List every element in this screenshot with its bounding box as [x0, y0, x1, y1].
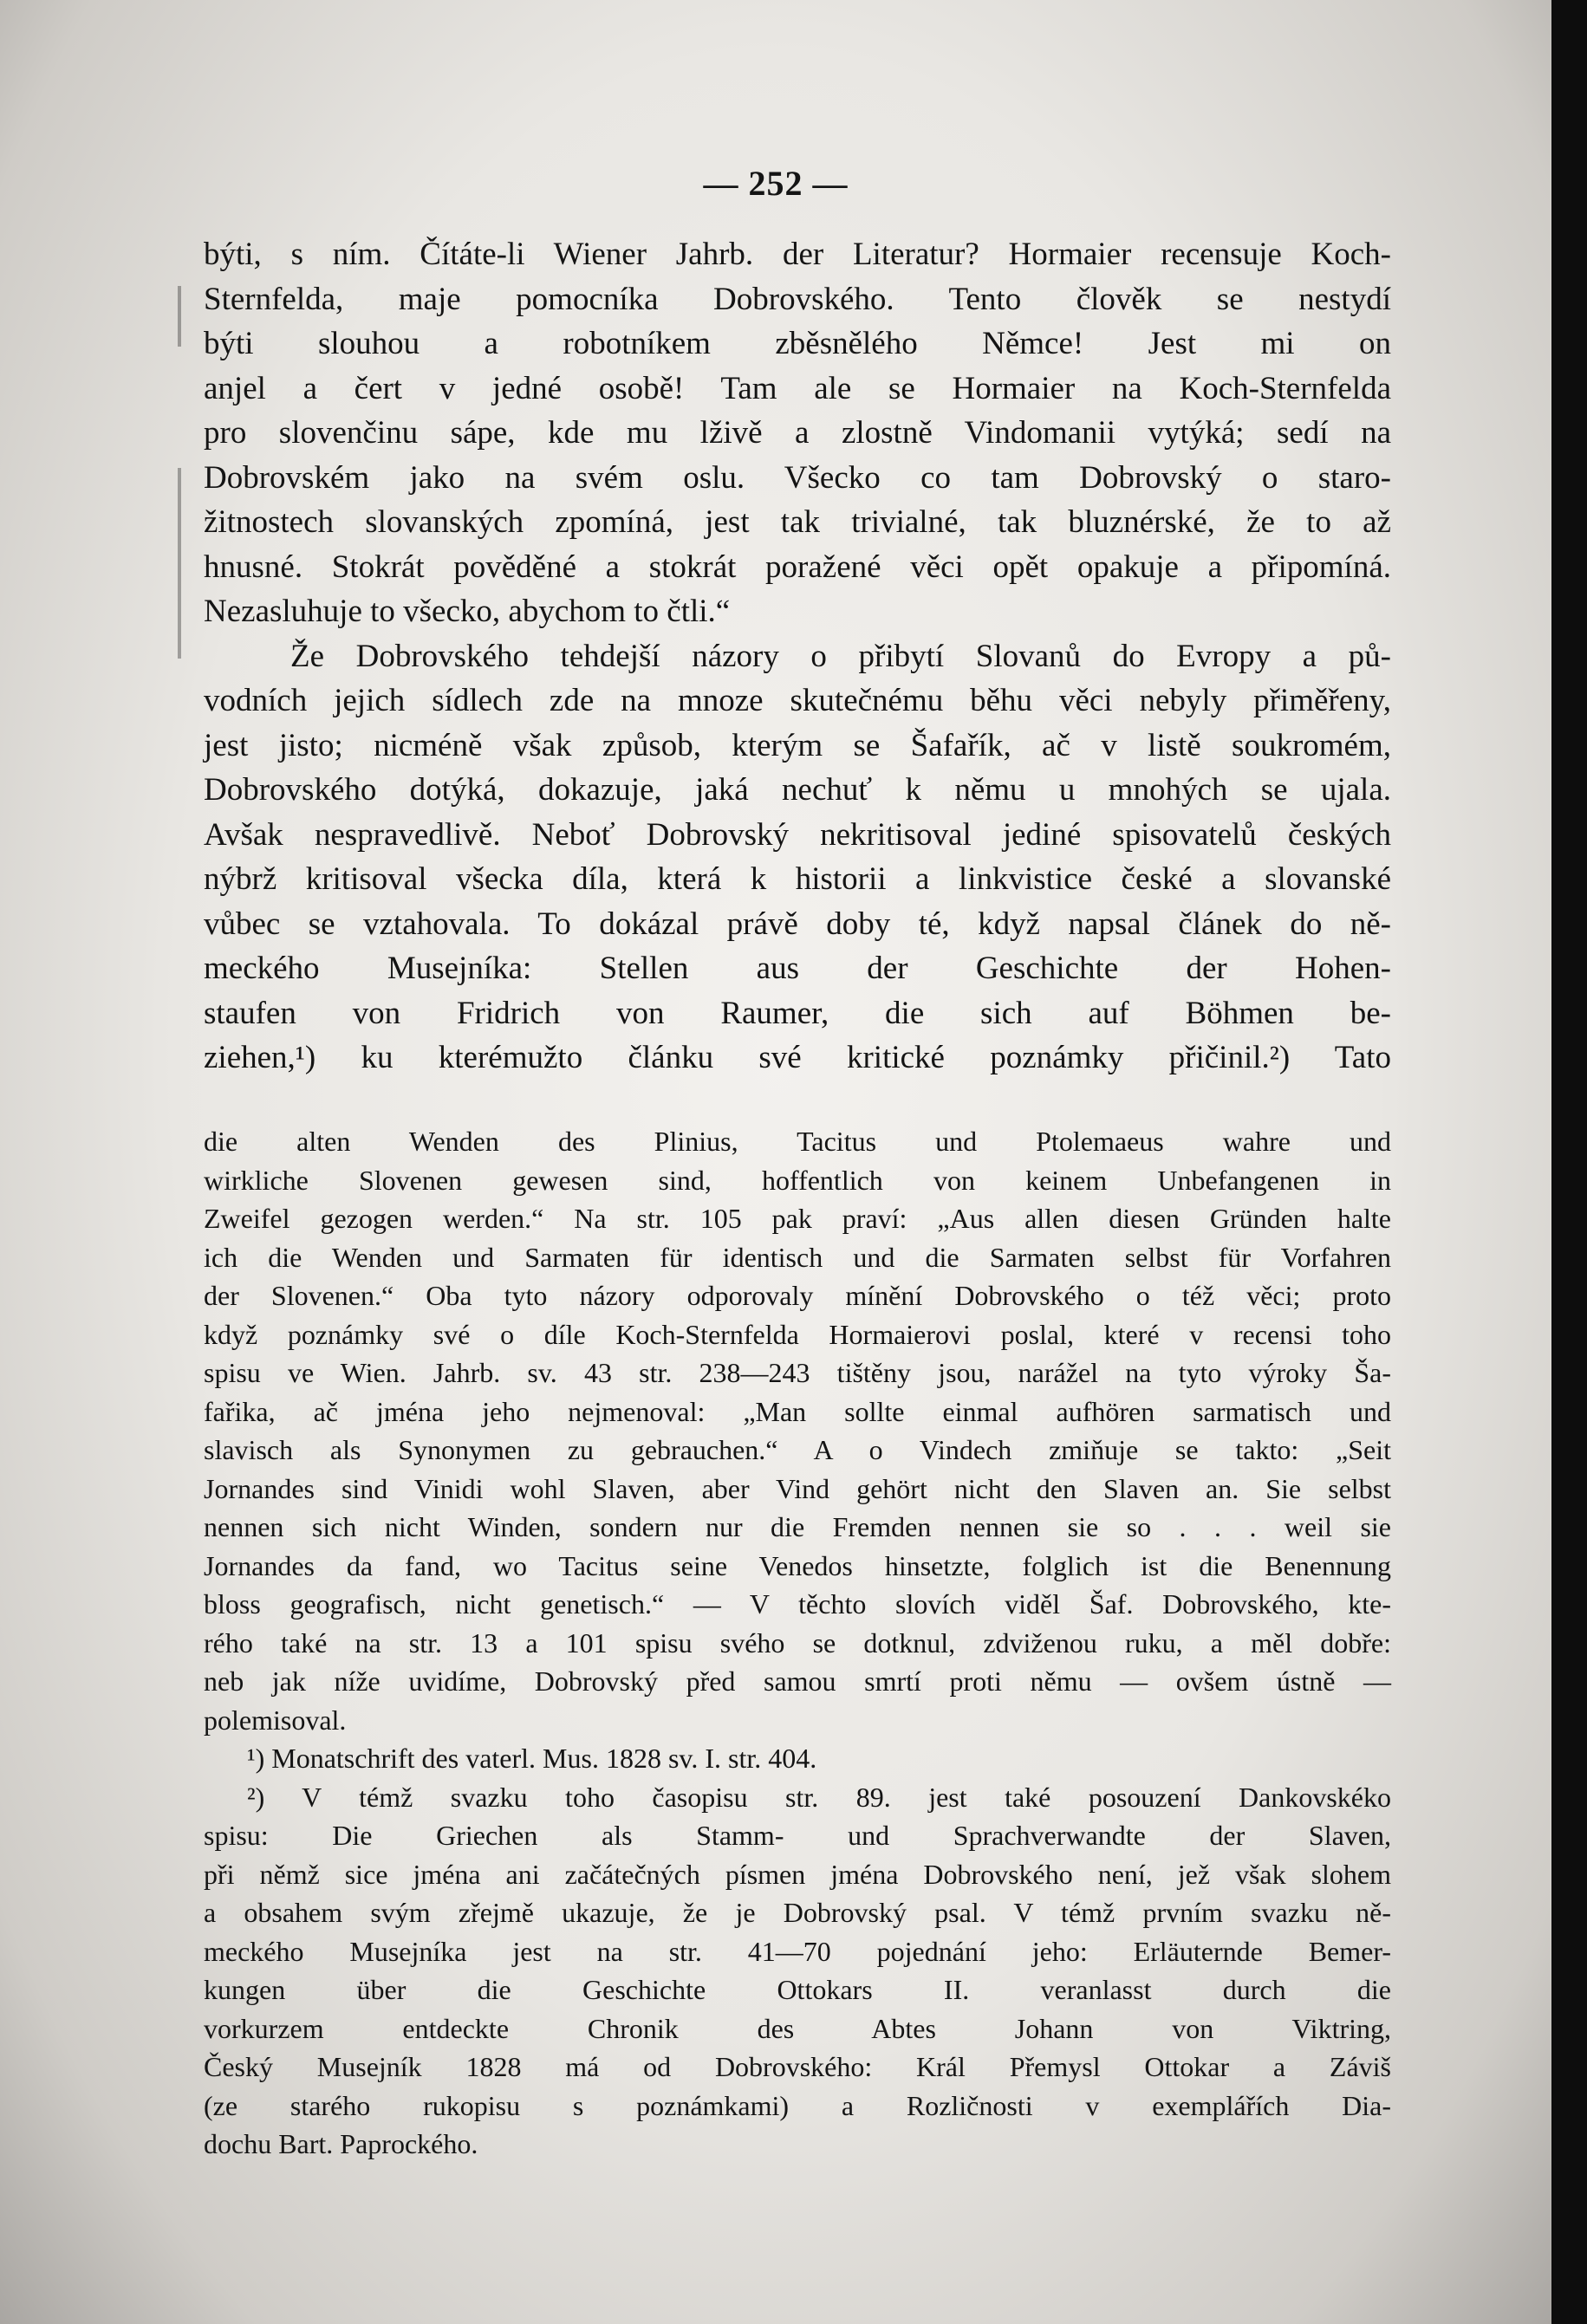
margin-mark — [178, 286, 181, 347]
text-line: Sternfelda, maje pomocníka Dobrovského. Tento člověk se nestydí — [204, 281, 1391, 317]
footnote-line: fařika, ač jména jeho nejmenoval: „Man sollte einmal aufhören sarmatisch und — [204, 1395, 1391, 1427]
text-line: pro slovenčinu sápe, kde mu lživě a zlostně Vindomanii vytýká; sedí na — [204, 415, 1391, 451]
footnote-line: vorkurzem entdeckte Chronik des Abtes Johann von Viktring, — [204, 2012, 1391, 2044]
footnote-line: Jornandes sind Vinidi wohl Slaven, aber Vind gehört nicht den Slaven an. Sie selbst — [204, 1472, 1391, 1504]
footnote-line: (ze starého rukopisu s poznámkami) a Rozličnosti v exemplářích Dia- — [204, 2089, 1391, 2121]
text-line: žitnostech slovanských zpomíná, jest tak trivialné, tak bluznérské, že to až — [204, 504, 1391, 540]
footnote-line: neb jak níže uvidíme, Dobrovský před samou smrtí proti němu — ovšem ústně — — [204, 1665, 1391, 1697]
footnote-line: a obsahem svým zřejmě ukazuje, že je Dobrovský psal. V témž prvním svazku ně- — [204, 1897, 1391, 1928]
text-line: Dobrovského dotýká, dokazuje, jaká nechuť k němu u mnohých se ujala. — [204, 772, 1391, 808]
text-line: meckého Musejníka: Stellen aus der Geschichte der Hohen- — [204, 951, 1391, 986]
footnotes — [204, 1122, 1391, 2164]
footnote-line: slavisch als Synonymen zu gebrauchen.“ A o Vindech zmiňuje se takto: „Seit — [204, 1434, 1391, 1465]
text-line: ziehen,¹) ku kterémužto článku své kritické poznámky přičinil.²) Tato — [204, 1040, 1391, 1075]
footnote-line: spisu: Die Griechen als Stamm- und Sprachverwandte der Slaven, — [204, 1820, 1391, 1851]
text-line: Dobrovském jako na svém oslu. Všecko co tam Dobrovský o staro- — [204, 459, 1391, 496]
text-line: hnusné. Stokrát pověděné a stokrát poražené věci opět opakuje a připomíná. — [204, 549, 1391, 585]
footnote-line: bloss geografisch, nicht genetisch.“ — V těchto slovích viděl Šaf. Dobrovského, kte- — [204, 1588, 1391, 1620]
footnote-line: při němž sice jména ani začátečných písmen jména Dobrovského není, jež však slohem — [204, 1858, 1391, 1890]
text-line: anjel a čert v jedné osobě! Tam ale se Hormaier na Koch-Sternfelda — [204, 370, 1391, 406]
text-line: býti slouhou a robotníkem zběsnělého Němce! Jest mi on — [204, 326, 1391, 361]
footnote-line: wirkliche Slovenen gewesen sind, hoffentlich von keinem Unbefangenen in — [204, 1164, 1391, 1196]
text-line: Že Dobrovského tehdejší názory o přibytí Slovanů do Evropy a pů- — [290, 638, 1391, 674]
scan-edge — [1551, 0, 1587, 2324]
footnote-line: die alten Wenden des Plinius, Tacitus und Ptolemaeus wahre und — [204, 1126, 1391, 1157]
footnote-line: ich die Wenden und Sarmaten für identisch und die Sarmaten selbst für Vorfahren — [204, 1241, 1391, 1273]
text-line: vůbec se vztahovala. To dokázal právě doby té, když napsal článek do ně- — [204, 906, 1391, 942]
footnote-line: ¹) Monatschrift des vaterl. Mus. 1828 sv. I. str. 404. — [247, 1743, 817, 1774]
footnote-line: rého také na str. 13 a 101 spisu svého se dotknul, zdviženou ruku, a měl dobře: — [204, 1626, 1391, 1659]
text-line: staufen von Fridrich von Raumer, die sich auf Böhmen be- — [204, 995, 1391, 1031]
footnote-line: polemisoval. — [204, 1704, 347, 1736]
footnote-line: Jornandes da fand, wo Tacitus seine Venedos hinsetzte, folglich ist die Benennung — [204, 1549, 1391, 1581]
footnote-line: ²) V témž svazku toho časopisu str. 89. jest také posouzení Dankovskéko — [247, 1781, 1391, 1813]
text-line: vodních jejich sídlech zde na mnoze skutečnému běhu věci nebyly přiměřeny, — [204, 683, 1391, 718]
text-line: býti, s ním. Čítáte-li Wiener Jahrb. der Literatur? Hormaier recensuje Koch- — [204, 237, 1391, 272]
text-line: jest jisto; nicméně však způsob, kterým se Šafařík, ač v listě soukromém, — [204, 727, 1391, 763]
footnote-line: když poznámky své o díle Koch-Sternfelda Hormaierovi poslal, které v recensi toho — [204, 1318, 1391, 1350]
main-text — [204, 232, 1391, 1081]
text-line: Nezasluhuje to všecko, abychom to čtli.“ — [204, 594, 731, 629]
margin-mark — [178, 468, 181, 659]
footnote-line: Zweifel gezogen werden.“ Na str. 105 pak praví: „Aus allen diesen Gründen halte — [204, 1203, 1391, 1234]
text-line: nýbrž kritisoval všecka díla, která k historii a linkvistice české a slovanské — [204, 861, 1391, 897]
footnote-line: nennen sich nicht Winden, sondern nur die Fremden nennen sie so . . . weil sie — [204, 1511, 1391, 1542]
footnote-line: dochu Bart. Paprockého. — [204, 2128, 478, 2159]
page-number: — 252 — — [703, 164, 849, 203]
footnote-line: Český Musejník 1828 má od Dobrovského: Král Přemysl Ottokar a Záviš — [204, 2051, 1391, 2082]
footnote-line: der Slovenen.“ Oba tyto názory odporovaly mínění Dobrovského o též věci; proto — [204, 1280, 1391, 1311]
text-line: Avšak nespravedlivě. Neboť Dobrovský nekritisoval jediné spisovatelů českých — [204, 816, 1391, 853]
footnote-line: spisu ve Wien. Jahrb. sv. 43 str. 238—243 tištěny jsou, narážel na tyto výroky Ša- — [204, 1357, 1391, 1388]
footnote-line: meckého Musejníka jest na str. 41—70 pojednání jeho: Erläuternde Bemer- — [204, 1935, 1391, 1967]
footnote-line: kungen über die Geschichte Ottokars II. veranlasst durch die — [204, 1974, 1391, 2005]
